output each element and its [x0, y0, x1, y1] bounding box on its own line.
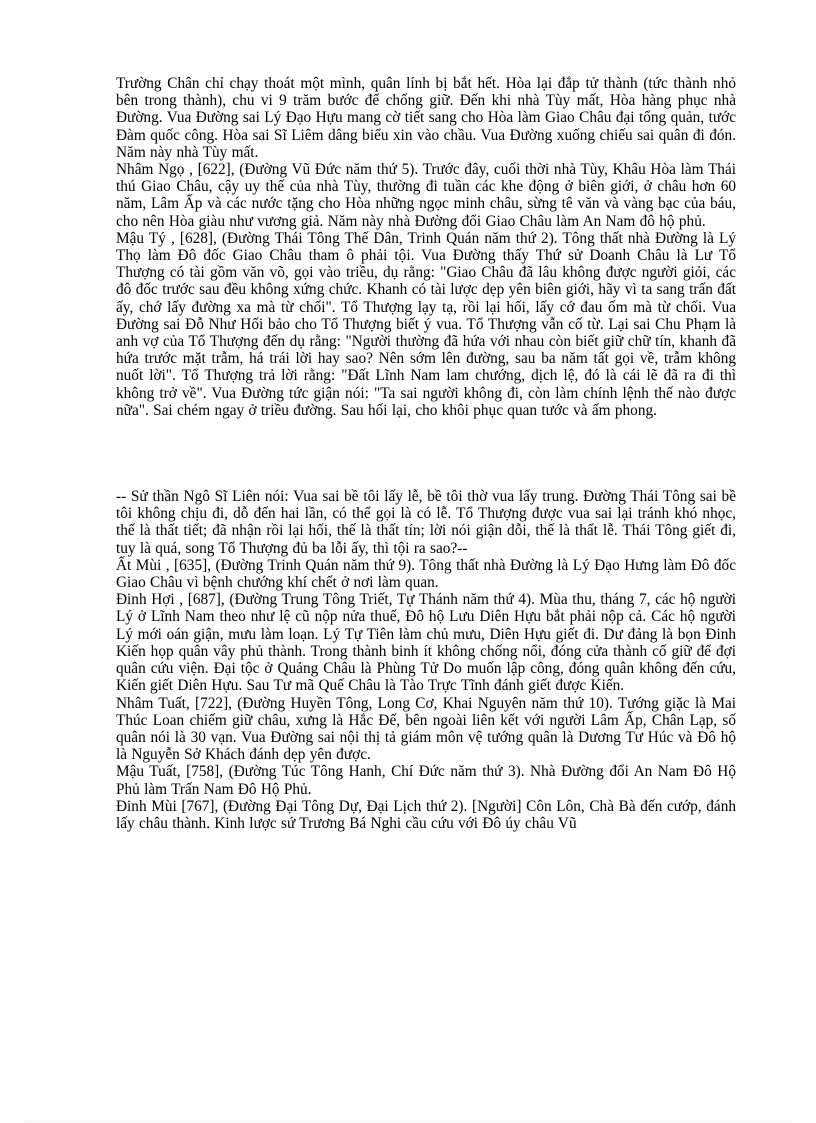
paragraph-mau-ty-628: Mậu Tý , [628], (Đường Thái Tông Thế Dân, Trinh Quán năm thứ 2). Tông thất nhà Đường là Lý Thọ làm Đô đốc Giao Châu tham ô phải tội. Vua Đường thấy Thứ sử Doanh Châu là Lư Tổ Thượng có tài gồm văn võ, gọi vào triều, dụ rằng: "Giao Châu đã lâu không được người giỏi, các đô đốc trước sau đều không xứng chức. Khanh có tài lược dẹp yên biên giới, hãy vì ta sang trấn đất ấy, chớ lấy đường xa mà từ chối". Tổ Thượng lạy tạ, rồi lại hối, lấy cớ đau ốm mà từ chối. Vua Đường sai Đỗ Như Hối bảo cho Tổ Thượng biết ý vua. Tổ Thượng vẫn cố từ. Lại sai Chu Phạm là anh vợ của Tổ Thượng đến dụ rằng: "Người thường đã hứa với nhau còn biết giữ chữ tín, khanh đã hứa trước mặt trẫm, há trái lời hay sao? Nên sớm lên đường, sau ba năm tất gọi về, trẫm không nuốt lời". Tổ Thượng trả lời rằng: "Đất Lĩnh Nam lam chướng, dịch lệ, đó là cái lẽ đã ra đi thì không trở về". Vua Đường tức giận nói: "Ta sai người không đi, còn làm chính lệnh thế nào được nữa". Sai chém ngay ở triều đường. Sau hối lại, cho khôi phục quan tước và ấm phong.: [116, 229, 736, 419]
paragraph-mau-tuat-758: Mậu Tuất, [758], (Đường Túc Tông Hanh, Chí Đức năm thứ 3). Nhà Đường đổi An Nam Đô Hộ Phủ làm Trấn Nam Đô Hộ Phủ.: [116, 763, 736, 798]
paragraph-historian-comment: -- Sử thần Ngô Sĩ Liên nói: Vua sai bề tôi lấy lễ, bề tôi thờ vua lấy trung. Đường Thái Tông sai bề tôi không chịu đi, dỗ đến hai lần, có thể gọi là có lễ. Tổ Thượng được vua sai lại tránh khó nhọc, thế là thất tiết; đã nhận rồi lại hối, thế là thất tín; lời nói giận dỗi, thế là thất lễ. Thái Tông giết đi, tuy là quá, song Tổ Thượng đủ ba lỗi ấy, thì tội ra sao?--: [116, 488, 736, 557]
paragraph-nham-ngo-622: Nhâm Ngọ , [622], (Đường Vũ Đức năm thứ 5). Trước đây, cuối thời nhà Tùy, Khâu Hòa làm Thái thú Giao Châu, cậy uy thế của nhà Tùy, thường đi tuần các khe động ở biên giới, ở châu hơn 60 năm, Lâm Ấp và các nước tặng cho Hòa những ngọc minh châu, sừng tê văn và vàng bạc của báu, cho nên Hòa giàu như vương giả. Năm này nhà Đường đổi Giao Châu làm An Nam đô hộ phủ.: [116, 161, 736, 230]
paragraph-at-mui-635: Ất Mùi , [635], (Đường Trinh Quán năm thứ 9). Tông thất nhà Đường là Lý Đạo Hưng làm Đô đốc Giao Châu vì bệnh chướng khí chết ở nơi làm quan.: [116, 556, 736, 592]
paragraph-dinh-mui-767: Đinh Mùi [767], (Đường Đại Tông Dự, Đại Lịch thứ 2). [Người] Côn Lôn, Chà Bà đến cướp, đánh lấy châu thành. Kinh lược sứ Trương Bá Nghi cầu cứu với Đô úy châu Vũ: [116, 797, 736, 832]
section-gap: [116, 419, 736, 488]
paragraph-tuy-collapse: Trường Chân chỉ chạy thoát một mình, quân lính bị bắt hết. Hòa lại đắp tử thành (tức thành nhỏ bên trong thành), chu vi 9 trăm bước để chống giữ. Đến khi nhà Tùy mất, Hòa hàng phục nhà Đường. Vua Đường sai Lý Đạo Hựu mang cờ tiết sang cho Hòa làm Giao Châu đại tổng quản, tước Đàm quốc công. Hòa sai Sĩ Liêm dâng biểu xin vào chầu. Vua Đường xuống chiếu sai quân đi đón. Năm này nhà Tùy mất.: [116, 75, 736, 161]
page-bottom-border: [24, 1121, 792, 1122]
paragraph-dinh-hoi-687: Đinh Hợi , [687], (Đường Trung Tông Triết, Tự Thánh năm thứ 4). Mùa thu, tháng 7, các hộ người Lý ở Lĩnh Nam theo như lệ cũ nộp nửa thuế, Đô hộ Lưu Diên Hựu bắt phải nộp cả. Các hộ người Lý mới oán giận, mưu làm loạn. Lý Tự Tiên làm chủ mưu, Diên Hựu giết đi. Dư đảng là bọn Đinh Kiến họp quân vây phủ thành. Trong thành binh ít không chống nổi, đóng cửa thành cố giữ để đợi quân cứu viện. Đại tộc ở Quảng Châu là Phùng Tử Do muốn lập công, đóng quân không đến cứu, Kiến giết Diên Hựu. Sau Tư mã Quế Châu là Tào Trực Tĩnh đánh giết được Kiến.: [116, 591, 736, 695]
paragraph-nham-tuat-722: Nhâm Tuất, [722], (Đường Huyền Tông, Long Cơ, Khai Nguyên năm thứ 10). Tướng giặc là Mai Thúc Loan chiếm giữ châu, xưng là Hắc Đế, bên ngoài liên kết với người Lâm Ấp, Chân Lạp, số quân nói là 30 vạn. Vua Đường sai nội thị tả giám môn vệ tướng quân là Dương Tư Húc và Đô hộ là Nguyễn Sở Khách đánh dẹp yên được.: [116, 694, 736, 764]
document-page: [116, 75, 736, 832]
